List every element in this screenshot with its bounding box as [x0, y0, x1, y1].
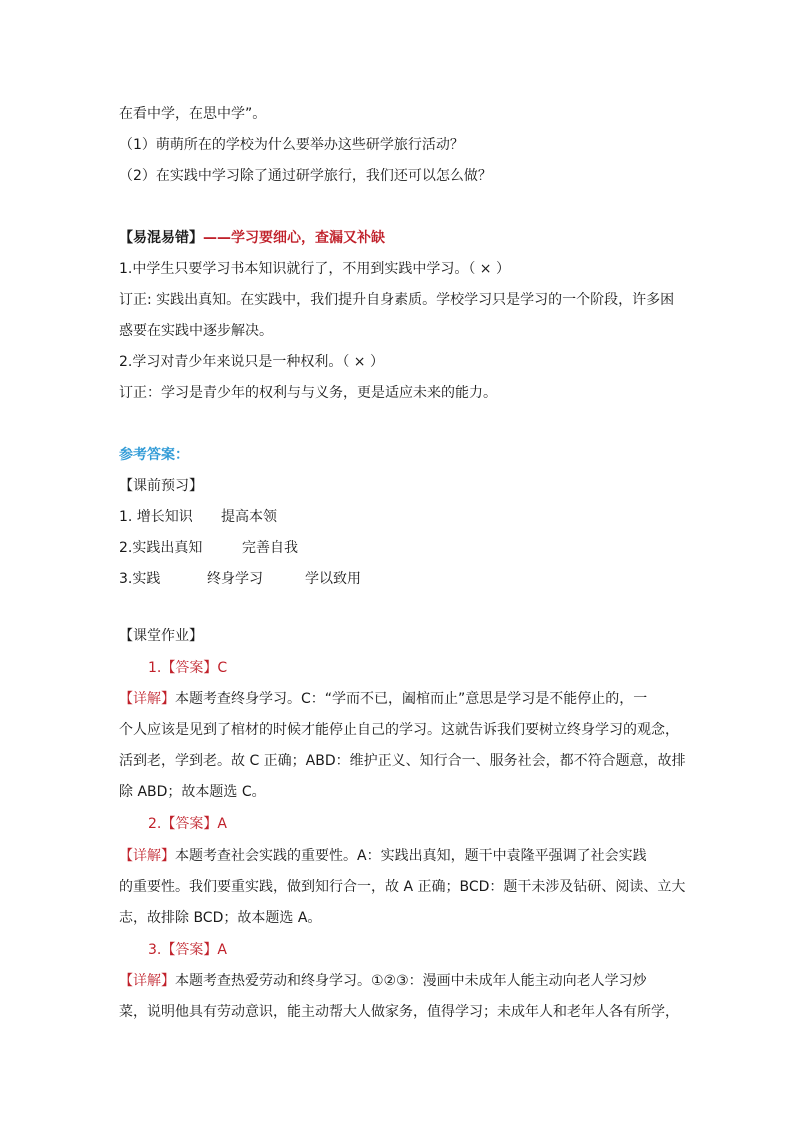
- detail-label: 【详解】: [119, 848, 175, 864]
- detail-1-line-3: 活到老，学到老。故 C 正确；ABD：维护正义、知行合一、服务社会，都不符合题意，故排: [119, 753, 686, 769]
- answer-1: [148, 658, 227, 678]
- preview-cell: 学以致用: [305, 571, 361, 587]
- answer-label: 【答案】: [161, 942, 218, 958]
- mistake-item-2: 2.学习对青少年来说只是一种权利。（ × ）: [119, 354, 384, 370]
- detail-text: 本题考查社会实践的重要性。A：实践出真知，题干中袁隆平强调了社会实践: [175, 848, 647, 864]
- detail-text: 本题考查热爱劳动和终身学习。①②③：漫画中未成年人能主动向老人学习炒: [175, 973, 647, 989]
- answer-number: 3.: [148, 942, 162, 958]
- detail-2-line-2: 的重要性。我们要重实践，做到知行合一，故 A 正确；BCD：题干未涉及钻研、阅读、立大: [119, 879, 686, 895]
- preview-cell: 完善自我: [242, 540, 298, 556]
- detail-1-line-1: [119, 689, 647, 709]
- detail-1-line-4: 除 ABD；故本题选 C。: [119, 784, 266, 800]
- preview-cell: 提高本领: [221, 509, 277, 525]
- mistake-item-1: 1.中学生只要学习书本知识就行了，不用到实践中学习。（ × ）: [119, 261, 510, 277]
- answer-number: 1.: [148, 660, 162, 676]
- detail-label: 【详解】: [119, 973, 175, 989]
- answer-number: 2.: [148, 816, 162, 832]
- mistakes-heading-sub: ——学习要细心，查漏又补缺: [203, 230, 385, 246]
- detail-label: 【详解】: [119, 691, 175, 707]
- detail-3-line-1: [119, 971, 647, 991]
- answer-label: 【答案】: [161, 660, 218, 676]
- correction-1-line-2: 惑要在实践中逐步解决。: [119, 323, 273, 339]
- question-2: （2）在实践中学习除了通过研学旅行，我们还可以怎么做？: [119, 168, 492, 184]
- detail-1-line-2: 个人应该是见到了棺材的时候才能停止自己的学习。这就告诉我们要树立终身学习的观念，: [119, 722, 679, 738]
- preview-row-1: [119, 507, 277, 527]
- answer-2: [148, 814, 227, 834]
- classwork-heading: 【课堂作业】: [119, 628, 203, 644]
- mistakes-heading-label: 【易混易错】: [119, 230, 203, 246]
- preview-cell: 3.实践: [119, 571, 161, 587]
- answer-value: A: [217, 816, 227, 832]
- detail-2-line-3: 志，故排除 BCD；故本题选 A。: [119, 910, 322, 926]
- preview-heading: 【课前预习】: [119, 478, 203, 494]
- answer-value: C: [217, 660, 228, 676]
- preview-cell: 2.实践出真知: [119, 540, 203, 556]
- detail-text: 本题考查终身学习。C：“学而不已，阖棺而止”意思是学习是不能停止的，一: [175, 691, 648, 707]
- preview-cell: 1. 增长知识: [119, 509, 193, 525]
- answer-value: A: [217, 942, 227, 958]
- preview-row-3: [119, 569, 361, 589]
- answers-heading: 参考答案：: [119, 447, 189, 463]
- preview-cell: 终身学习: [207, 571, 263, 587]
- correction-2: 订正：学习是青少年的权利与与义务，更是适应未来的能力。: [119, 385, 497, 401]
- preview-row-2: [119, 538, 298, 558]
- mistakes-heading: [119, 228, 385, 248]
- question-1: （1）萌萌所在的学校为什么要举办这些研学旅行活动？: [119, 137, 464, 153]
- answer-label: 【答案】: [161, 816, 218, 832]
- answer-3: [148, 940, 227, 960]
- detail-3-line-2: 菜，说明他具有劳动意识，能主动帮大人做家务，值得学习；未成年人和老年人各有所学，: [119, 1004, 679, 1020]
- intro-line: 在看中学，在思中学”。: [119, 106, 267, 122]
- correction-1-line-1: 订正: 实践出真知。在实践中，我们提升自身素质。学校学习只是学习的一个阶段，许多困: [119, 292, 675, 308]
- detail-2-line-1: [119, 846, 647, 866]
